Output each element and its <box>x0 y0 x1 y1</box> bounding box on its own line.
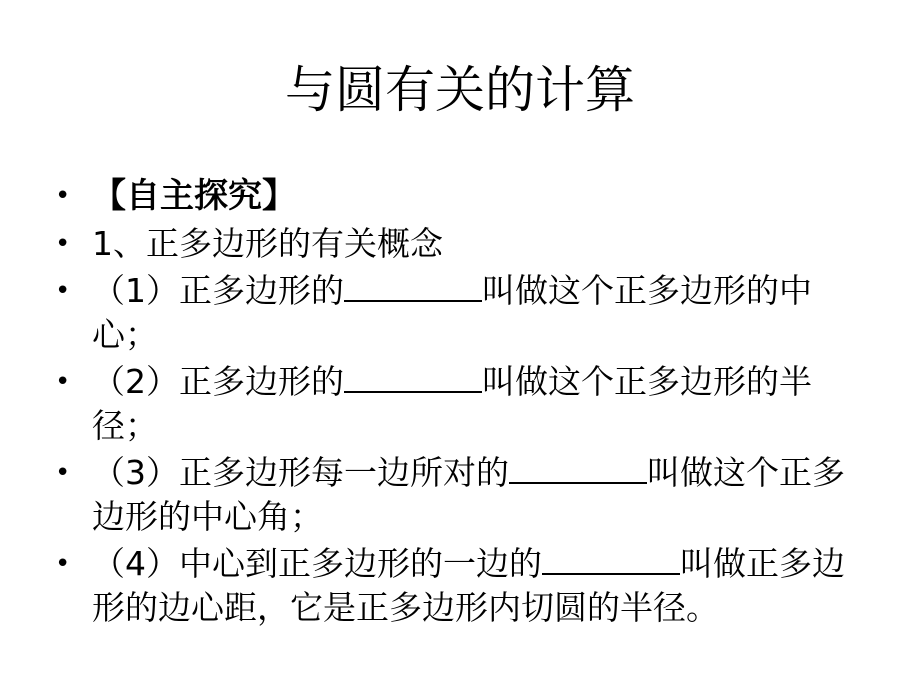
bullet-dot-icon: • <box>55 367 71 397</box>
bullet-text-after: 叫做这个正多边形的中心； <box>92 271 812 354</box>
bullet-text-after: 叫做这个正多边形的中心角； <box>92 453 845 536</box>
bullet-item-center <box>55 269 865 357</box>
bullet-item-central-angle <box>55 451 865 539</box>
bullet-dot-icon: • <box>55 181 71 211</box>
bullet-dot-icon: • <box>55 549 71 579</box>
fill-in-blank <box>509 454 647 484</box>
bullet-item-heading <box>55 172 865 220</box>
bullet-dot-icon: • <box>55 229 71 259</box>
bullet-item-radius <box>55 360 865 448</box>
bullet-dot-icon: • <box>55 458 71 488</box>
bullet-dot-icon: • <box>55 276 71 306</box>
bullet-item-apothem <box>55 542 865 630</box>
fill-in-blank <box>344 363 482 393</box>
bullet-text-after: 叫做正多边形的边心距，它是正多边形内切圆的半径。 <box>92 544 845 627</box>
bullet-text-after: 叫做这个正多边形的半径； <box>92 362 812 445</box>
bullet-item-concepts <box>55 222 865 266</box>
bullet-list <box>55 172 865 633</box>
fill-in-blank <box>344 272 482 302</box>
bullet-text-before: （2）正多边形的 <box>92 362 344 401</box>
fill-in-blank <box>542 545 680 575</box>
bullet-text: 【自主探究】 <box>92 176 296 216</box>
bullet-text-before: （1）正多边形的 <box>92 271 344 310</box>
bullet-text: 1、正多边形的有关概念 <box>92 224 443 263</box>
slide-title: 与圆有关的计算 <box>285 61 635 119</box>
bullet-text-before: （3）正多边形每一边所对的 <box>92 453 509 492</box>
bullet-text-before: （4）中心到正多边形的一边的 <box>92 544 542 583</box>
